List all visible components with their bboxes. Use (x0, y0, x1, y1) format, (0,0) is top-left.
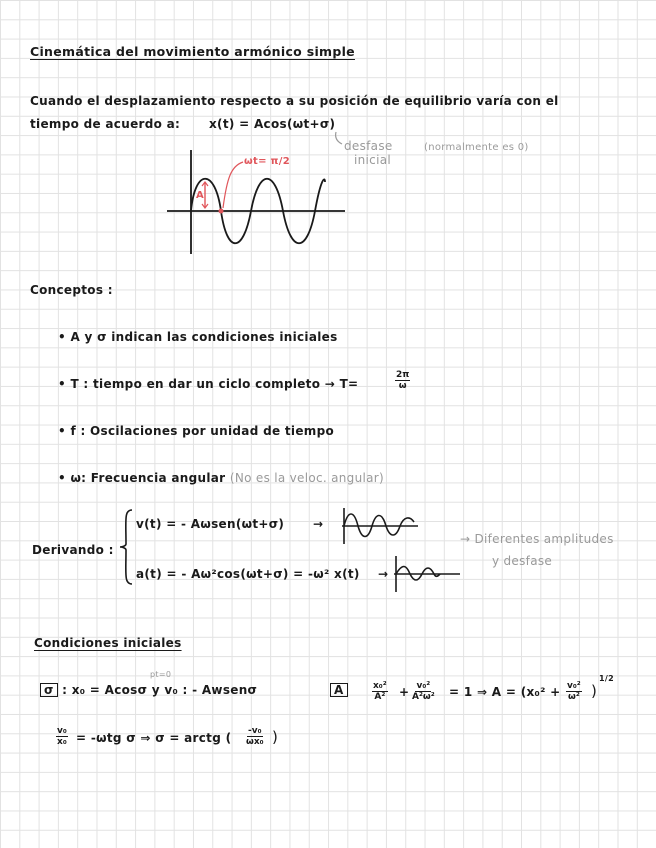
fraction-numerator: -v₀ (248, 726, 262, 736)
conceptos-heading: Conceptos : (30, 283, 113, 297)
velocity-formula: v(t) = - Aωsen(ωt+σ) (136, 517, 285, 531)
amplitude-equation: = 1 ⇒ A = (x₀² + (449, 685, 561, 699)
concept-note: (No es la veloc. angular) (229, 471, 385, 485)
fraction-denominator: x₀ (57, 737, 67, 747)
pt-note: pt=0 (150, 670, 172, 679)
period-fraction (395, 370, 410, 391)
amplitude-fraction-3 (566, 681, 582, 702)
concept-text: f : Oscilaciones por unidad de tiempo (70, 424, 334, 438)
fraction-numerator: 2π (396, 370, 410, 380)
fraction-denominator: ωx₀ (246, 737, 264, 747)
concept-item-4: • ω: Frecuencia angular (No es la veloc. angular) (58, 471, 385, 485)
fraction-numerator: v₀² (416, 681, 431, 691)
velocity-arrow: → (313, 517, 324, 531)
position-formula: x(t) = Acos(ωt+σ) (209, 117, 336, 131)
derivando-label: Derivando : (32, 543, 114, 557)
x0-equation: : x₀ = Acosσ (62, 683, 148, 697)
note-normalmente: (normalmente es 0) (424, 142, 529, 153)
condiciones-heading: Condiciones iniciales (34, 636, 182, 650)
conjunction-y: y (151, 683, 160, 697)
acceleration-formula: a(t) = - Aω²cos(ωt+σ) = -ω² x(t) (136, 567, 360, 581)
note-desfase: desfase (344, 139, 393, 153)
derivando-note-line-2: y desfase (492, 554, 553, 568)
fraction-denominator: A² (374, 692, 386, 702)
concept-item-2: • T : tiempo en dar un ciclo completo → T= (58, 377, 359, 391)
phase-equation: = -ωtg σ ⇒ σ = arctg ( (76, 731, 232, 745)
fraction-denominator: A²ω² (412, 692, 435, 702)
amplitude-plus: + (399, 685, 410, 699)
amplitude-exponent: 1/2 (599, 674, 614, 683)
derivando-brace (118, 508, 134, 586)
ratio-fraction (56, 726, 68, 747)
amplitude-box-label: A (330, 683, 348, 697)
acceleration-arrow: → (378, 567, 389, 581)
amplitude-close-paren: ) (591, 682, 598, 700)
amplitude-fraction-2 (412, 681, 435, 702)
initial-position-row (40, 683, 257, 697)
amplitude-box (330, 683, 348, 697)
page-title: Cinemática del movimiento armónico simple (30, 44, 355, 59)
fraction-numerator: x₀² (373, 681, 387, 691)
concept-text: ω: Frecuencia angular (70, 471, 226, 485)
acceleration-wave-sketch (392, 554, 462, 594)
note-inicial: inicial (354, 153, 391, 167)
fraction-numerator: v₀² (567, 681, 581, 691)
concept-item-1: • A y σ indican las condiciones iniciales (58, 330, 338, 344)
intro-line-2: tiempo de acuerdo a: (30, 117, 181, 131)
concept-text: T : tiempo en dar un ciclo completo → T= (70, 377, 359, 391)
fraction-denominator: ω² (568, 692, 580, 702)
derivando-note-line-1: → Diferentes amplitudes (460, 532, 614, 546)
arctg-close-paren: ) (272, 728, 279, 746)
concept-text: A y σ indican las condiciones iniciales (70, 330, 338, 344)
fraction-numerator: v₀ (57, 726, 67, 736)
sigma-box: σ (40, 683, 58, 697)
concept-item-3: • f : Oscilaciones por unidad de tiempo (58, 424, 334, 438)
sketch-label-wt: ωt= π/2 (244, 156, 290, 167)
v0-equation: v₀ : - Awsenσ (164, 683, 258, 697)
fraction-denominator: ω (398, 381, 407, 391)
velocity-wave-sketch (340, 506, 422, 546)
intro-line-1: Cuando el desplazamiento respecto a su posición de equilibrio varía con el (30, 94, 559, 108)
arctg-fraction (246, 726, 264, 747)
amplitude-fraction-1 (372, 681, 388, 702)
sketch-label-amplitude: A (196, 190, 205, 201)
